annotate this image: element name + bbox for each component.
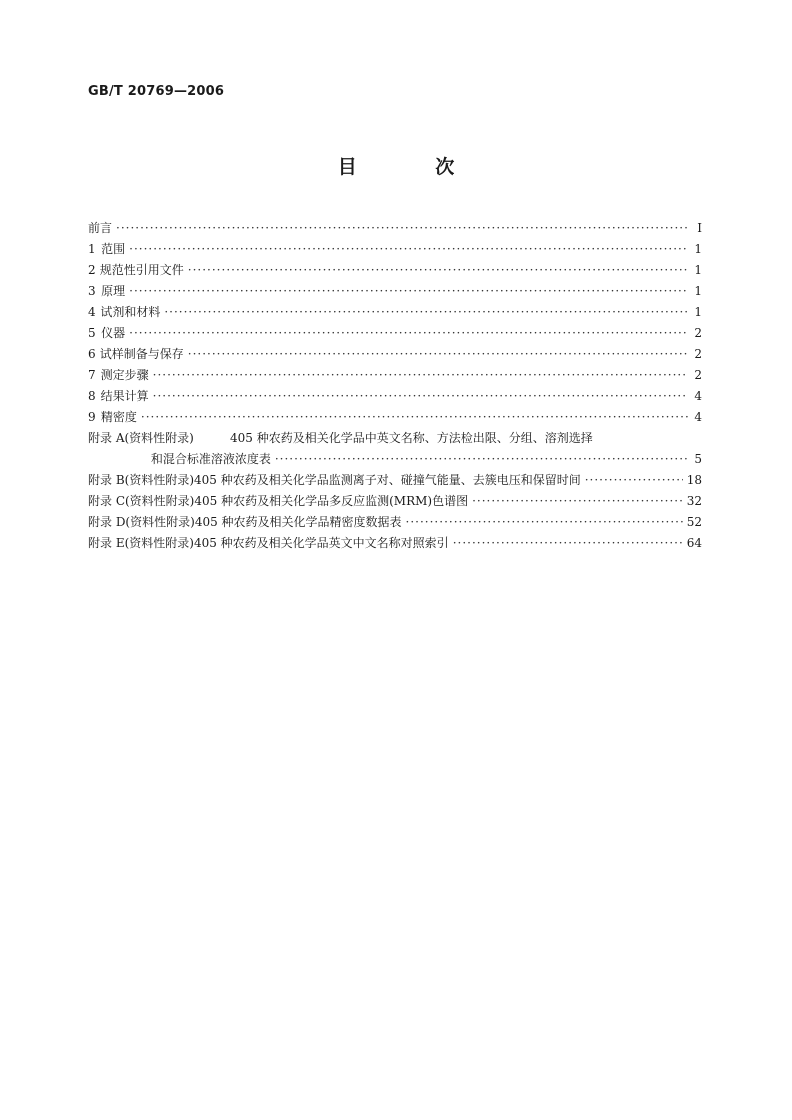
toc-leader (164, 302, 688, 323)
toc-entry-page: 1 (694, 284, 702, 298)
toc-leader (188, 260, 688, 281)
toc-entry-page: 64 (686, 536, 702, 550)
toc-entry-9[interactable] (88, 407, 702, 428)
toc-entry-number: 9 (88, 410, 96, 424)
toc-entry-page: 32 (686, 494, 702, 508)
toc-appendix-label: 405 种农药及相关化学品精密度数据表 (194, 515, 402, 529)
toc-entry-page: 18 (686, 473, 702, 487)
toc-entry-label: 测定步骤 (100, 368, 149, 382)
toc-entry-number: 8 (88, 389, 96, 403)
toc-appendix-label: 405 种农药及相关化学品监测离子对、碰撞气能量、去簇电压和保留时间 (194, 473, 581, 487)
toc-entry-page: 2 (694, 347, 702, 361)
toc-appendix-prefix: 附录 B(资料性附录) (88, 473, 194, 487)
toc-appendix-prefix: 附录 E(资料性附录) (88, 536, 194, 550)
toc-appendix-label: 405 种农药及相关化学品多反应监测(MRM)色谱图 (194, 494, 469, 508)
toc-leader (129, 239, 688, 260)
toc-leader (275, 449, 688, 470)
toc-entry-label: 范围 (101, 242, 126, 256)
toc-entry-3[interactable] (88, 281, 702, 302)
toc-entry-page: 4 (694, 389, 702, 403)
standard-number: GB/T 20769—2006 (88, 84, 225, 99)
toc-entry-5[interactable] (88, 323, 702, 344)
toc-leader (129, 281, 688, 302)
toc-entry-page: 1 (694, 242, 702, 256)
toc-entry-page: 2 (694, 326, 702, 340)
toc-entry-number: 6 (88, 347, 96, 361)
toc-entry-page: 52 (686, 515, 702, 529)
toc-entry-8[interactable] (88, 386, 702, 407)
toc-appendix-prefix: 附录 C(资料性附录) (88, 494, 195, 508)
toc-leader (453, 533, 683, 554)
toc-appendix-label: 405 种农药及相关化学品中英文名称、方法检出限、分组、溶剂选择 (230, 431, 593, 445)
toc-leader (472, 491, 683, 512)
toc-entry-page: 1 (694, 305, 702, 319)
toc-appendix-prefix: 附录 D(资料性附录) (88, 515, 195, 529)
toc-entry-page: 5 (694, 452, 702, 466)
toc-appendix-prefix: 附录 A(资料性附录) (88, 431, 194, 445)
toc-entry-page: 1 (694, 263, 702, 277)
toc-entry-label: 试剂和材料 (100, 305, 161, 319)
toc-entry-label: 结果计算 (100, 389, 149, 403)
toc-entry-label: 原理 (101, 284, 126, 298)
toc-entry-label: 精密度 (100, 410, 137, 424)
toc-entry-page: 2 (694, 368, 702, 382)
toc-appendix-d[interactable] (88, 512, 702, 533)
toc-entry-number: 2 (88, 263, 96, 277)
toc-entry-number: 7 (88, 368, 96, 382)
toc-appendix-c[interactable] (88, 491, 702, 512)
toc-appendix-a-line2[interactable] (88, 449, 702, 470)
toc-leader (188, 344, 688, 365)
toc-entry-2[interactable] (88, 260, 702, 281)
toc-entry-foreword[interactable] (88, 218, 702, 239)
toc-entry-number: 1 (88, 242, 96, 256)
toc-entry-label: 前言 (88, 221, 113, 235)
toc-entry-number: 4 (88, 305, 96, 319)
toc-leader (153, 365, 688, 386)
page-title: 目 次 (337, 156, 491, 178)
table-of-contents (88, 218, 702, 554)
toc-entry-label: 仪器 (101, 326, 126, 340)
toc-appendix-e[interactable] (88, 533, 702, 554)
toc-entry-page: 4 (694, 410, 702, 424)
toc-entry-4[interactable] (88, 302, 702, 323)
toc-appendix-b[interactable] (88, 470, 702, 491)
toc-entry-7[interactable] (88, 365, 702, 386)
toc-entry-number: 3 (88, 284, 96, 298)
toc-leader (153, 386, 688, 407)
toc-entry-label: 试样制备与保存 (99, 347, 184, 361)
toc-appendix-label-continued: 和混合标准溶液浓度表 (150, 452, 271, 466)
toc-leader (406, 512, 683, 533)
toc-entry-label: 规范性引用文件 (99, 263, 184, 277)
toc-entry-page: Ⅰ (697, 221, 702, 235)
toc-leader (129, 323, 688, 344)
toc-entry-1[interactable] (88, 239, 702, 260)
toc-appendix-a-line1[interactable] (88, 428, 702, 449)
toc-appendix-label: 405 种农药及相关化学品英文中文名称对照索引 (193, 536, 449, 550)
toc-entry-number: 5 (88, 326, 96, 340)
toc-leader (141, 407, 688, 428)
toc-leader (116, 218, 688, 239)
toc-leader (585, 470, 683, 491)
toc-entry-6[interactable] (88, 344, 702, 365)
